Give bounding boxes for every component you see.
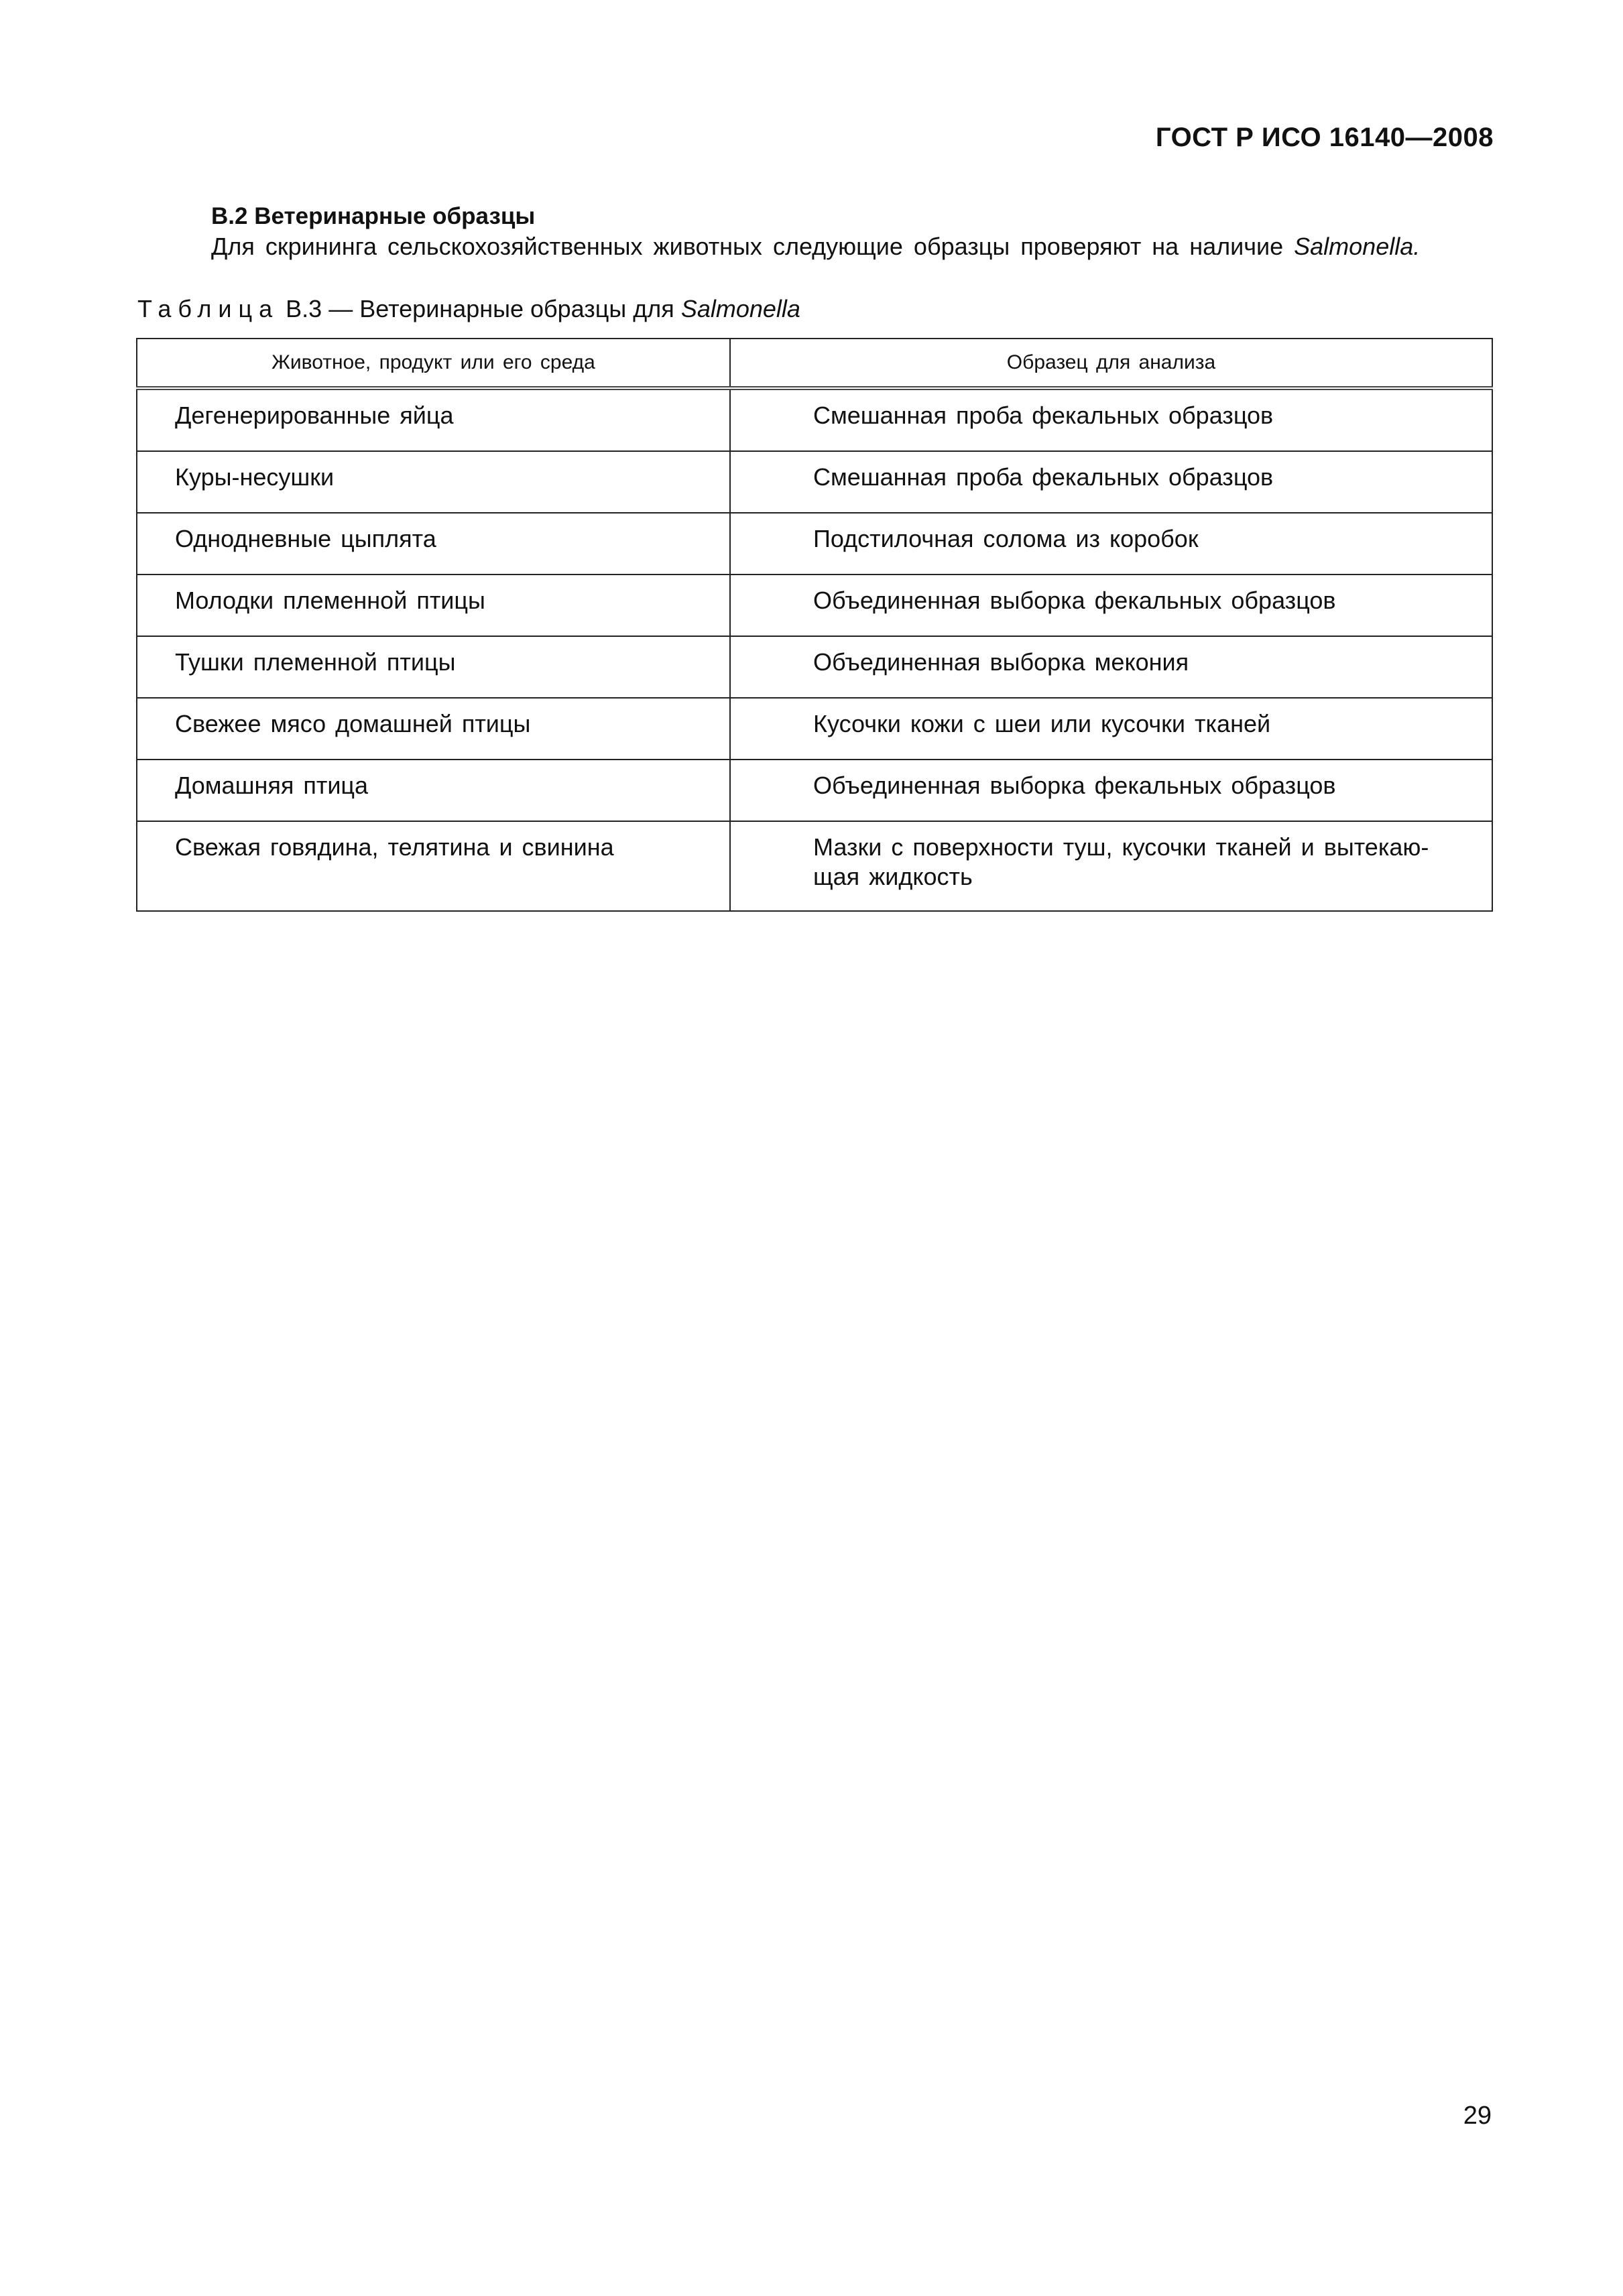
table-header-row	[137, 339, 1492, 388]
cell-sample: Объединенная выборка фекальных образцов	[730, 575, 1492, 636]
cell-sample: Смешанная проба фекальных образцов	[730, 451, 1492, 513]
cell-animal: Молодки племенной птицы	[137, 575, 730, 636]
cell-sample: Объединенная выборка мекония	[730, 636, 1492, 698]
section-title: В.2 Ветеринарные образцы	[211, 203, 536, 229]
table-caption-organism: Salmonella	[680, 295, 800, 322]
column-header-animal: Животное, продукт или его среда	[137, 339, 730, 388]
table-row	[137, 451, 1492, 513]
table-row	[137, 821, 1492, 911]
cell-sample: Подстилочная солома из коробок	[730, 513, 1492, 575]
table-caption-number: В.3	[286, 295, 322, 322]
cell-animal: Домашняя птица	[137, 760, 730, 821]
section-intro	[211, 233, 1471, 261]
table-row	[137, 636, 1492, 698]
intro-organism: Salmonella.	[1294, 233, 1421, 260]
veterinary-samples-table	[136, 338, 1493, 912]
cell-sample: Объединенная выборка фекальных образцов	[730, 760, 1492, 821]
cell-animal: Куры-несушки	[137, 451, 730, 513]
table-caption-word: Таблица	[137, 295, 280, 322]
cell-animal: Свежая говядина, телятина и свинина	[137, 821, 730, 911]
cell-animal: Свежее мясо домашней птицы	[137, 698, 730, 760]
cell-sample: Кусочки кожи с шеи или кусочки тканей	[730, 698, 1492, 760]
table-row	[137, 698, 1492, 760]
intro-text: Для скрининга сельскохозяйственных животных следующие образцы проверяют на наличие	[211, 233, 1284, 260]
table-row	[137, 575, 1492, 636]
cell-animal: Однодневные цыплята	[137, 513, 730, 575]
column-header-sample: Образец для анализа	[730, 339, 1492, 388]
document-standard-header: ГОСТ Р ИСО 16140—2008	[1155, 123, 1494, 152]
cell-animal: Дегенерированные яйца	[137, 388, 730, 451]
table-caption	[137, 295, 800, 323]
cell-animal: Тушки племенной птицы	[137, 636, 730, 698]
page-number: 29	[1463, 2102, 1492, 2130]
cell-sample: Мазки с поверхности туш, кусочки тканей и вытекаю-щая жидкость	[730, 821, 1492, 911]
table-caption-text: — Ветеринарные образцы для	[328, 295, 674, 322]
table-row	[137, 513, 1492, 575]
table-row	[137, 760, 1492, 821]
cell-sample: Смешанная проба фекальных образцов	[730, 388, 1492, 451]
table-row	[137, 388, 1492, 451]
